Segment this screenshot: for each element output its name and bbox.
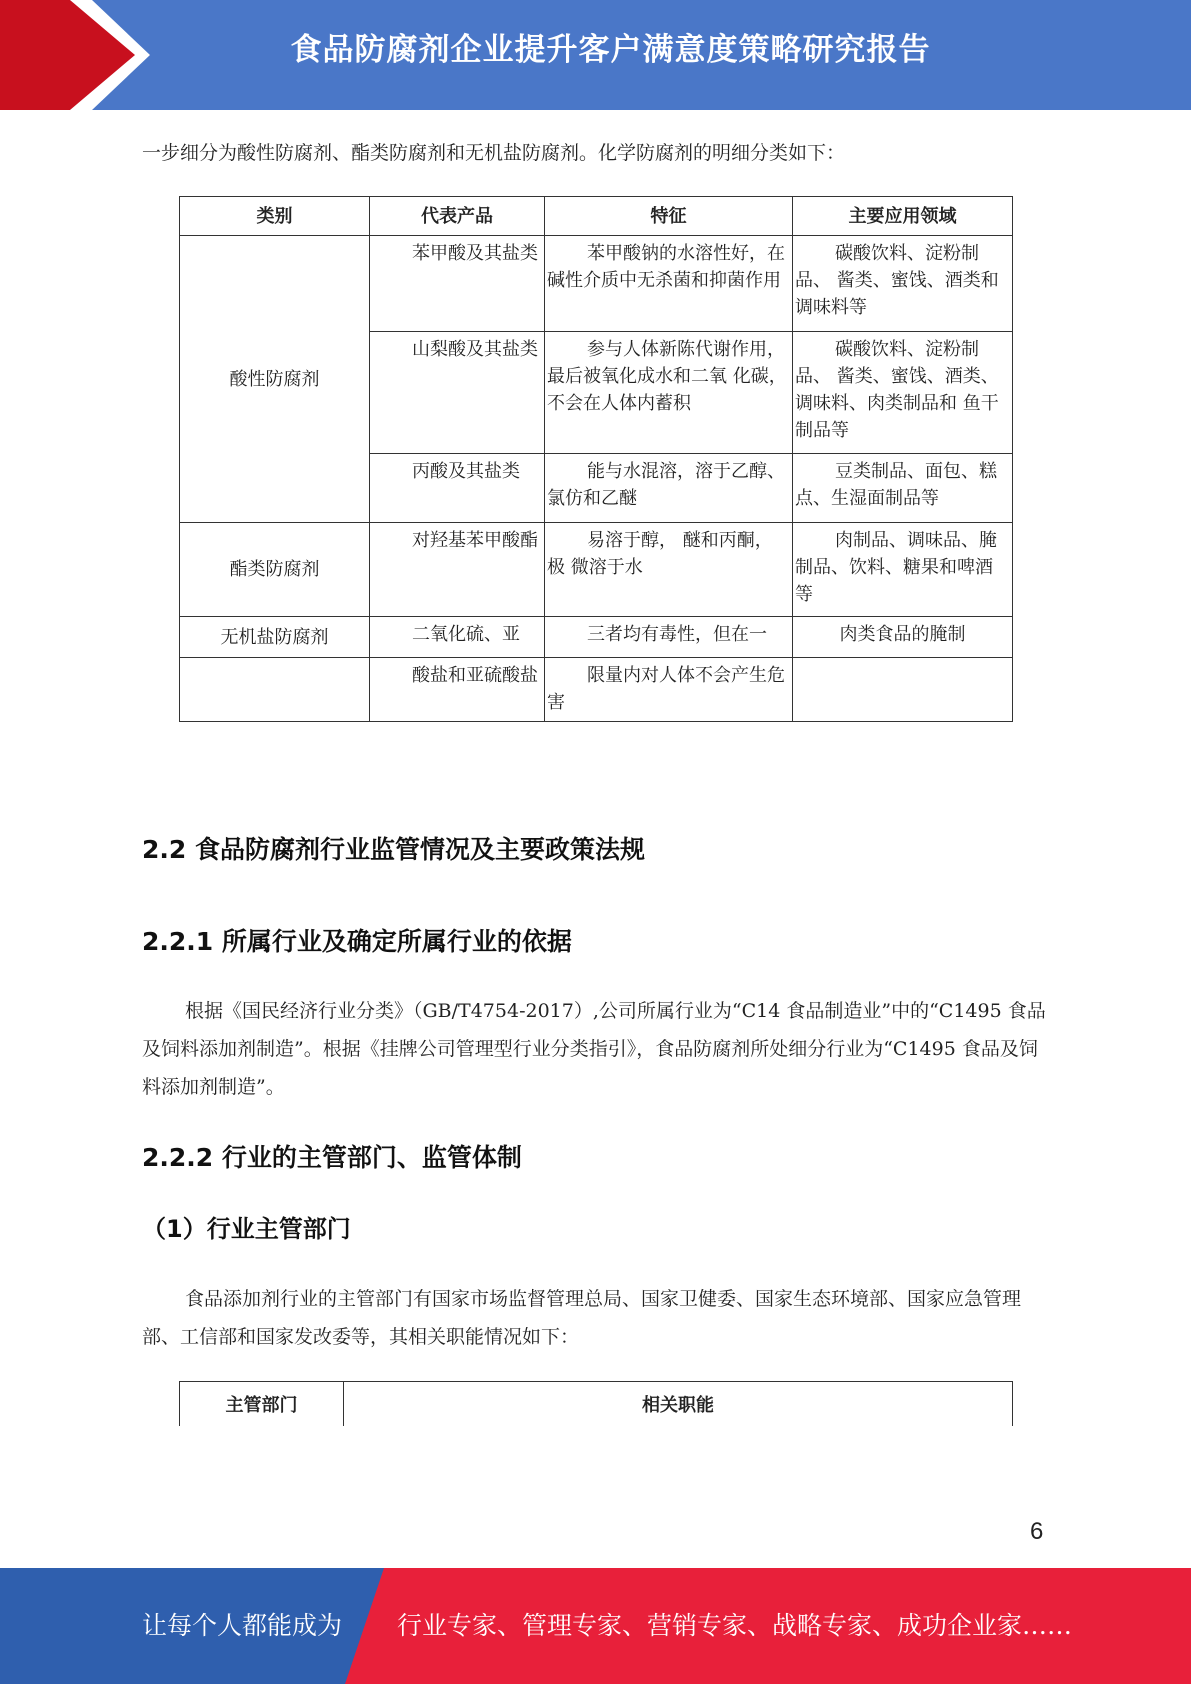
table-row: [180, 523, 1013, 617]
column-header: 代表产品: [370, 197, 545, 236]
page-header: [0, 0, 1191, 110]
table-row: [180, 658, 1013, 722]
section-heading: 2.2 食品防腐剂行业监管情况及主要政策法规: [142, 835, 645, 864]
feature-cell: 易溶于醇， 醚和丙酮，极 微溶于水: [545, 523, 793, 617]
table-row: [180, 617, 1013, 658]
table-row: [180, 236, 1013, 332]
product-cell: 二氧化硫、亚: [370, 617, 545, 658]
product-cell: 苯甲酸及其盐类: [370, 236, 545, 332]
page-footer: [0, 1568, 1191, 1684]
feature-cell: 参与人体新陈代谢作用， 最后被氧化成水和二氧 化碳，不会在人体内蓄积: [545, 332, 793, 454]
category-cell: 无机盐防腐剂: [180, 617, 370, 658]
page-number: 6: [1030, 1518, 1044, 1545]
feature-cell: 能与水混溶，溶于乙醇、氯仿和乙醚: [545, 454, 793, 523]
subsection-heading: 2.2.2 行业的主管部门、监管体制: [142, 1143, 522, 1172]
product-cell: 对羟基苯甲酸酯: [370, 523, 545, 617]
column-header: 主管部门: [180, 1382, 344, 1427]
application-cell: 肉制品、调味品、腌 制品、饮料、糖果和啤酒等: [793, 523, 1013, 617]
column-header: 特征: [545, 197, 793, 236]
feature-cell: 限量内对人体不会产生危害: [545, 658, 793, 722]
application-cell: 肉类食品的腌制: [793, 617, 1013, 658]
feature-cell: 苯甲酸钠的水溶性好，在 碱性介质中无杀菌和抑菌作用: [545, 236, 793, 332]
preservative-classification-table: [179, 196, 1013, 722]
table-header-row: [180, 197, 1013, 236]
category-cell: 酯类防腐剂: [180, 523, 370, 617]
product-cell: 山梨酸及其盐类: [370, 332, 545, 454]
department-paragraph: 食品添加剂行业的主管部门有国家市场监督管理总局、国家卫健委、国家生态环境部、国家应急管理部、工信部和国家发改委等，其相关职能情况如下：: [142, 1288, 1022, 1348]
footer-slogan-left: 让每个人都能成为: [142, 1611, 343, 1640]
application-cell: 豆类制品、面包、糕 点、生湿面制品等: [793, 454, 1013, 523]
feature-cell: 三者均有毒性，但在一: [545, 617, 793, 658]
column-header: 相关职能: [344, 1382, 1013, 1427]
department-table: [179, 1381, 1013, 1426]
intro-paragraph: 一步细分为酸性防腐剂、酯类防腐剂和无机盐防腐剂。化学防腐剂的明细分类如下：: [142, 142, 846, 164]
footer-slogan-right: 行业专家、管理专家、营销专家、战略专家、成功企业家……: [397, 1611, 1073, 1640]
product-cell: 酸盐和亚硫酸盐: [370, 658, 545, 722]
industry-paragraph: 根据《国民经济行业分类》（GB/T4754-2017）,公司所属行业为“C14 食品制造业”中的“C1495 食品及饲料添加剂制造”。根据《挂牌公司管理型行业分类指引》，食品防腐剂所处细分行业为“C1495 食品及饲料添加剂制造”。: [142, 1000, 1046, 1098]
column-header: 类别: [180, 197, 370, 236]
product-cell: 丙酸及其盐类: [370, 454, 545, 523]
category-cell: 酸性防腐剂: [180, 236, 370, 523]
table-header-row: [180, 1382, 1013, 1427]
application-cell: [793, 658, 1013, 722]
subsubsection-heading: （1）行业主管部门: [142, 1215, 351, 1243]
application-cell: 碳酸饮料、淀粉制品、 酱类、蜜饯、酒类和 调味料等: [793, 236, 1013, 332]
application-cell: 碳酸饮料、淀粉制品、 酱类、蜜饯、酒类、 调味料、肉类制品和 鱼干制品等: [793, 332, 1013, 454]
column-header: 主要应用领域: [793, 197, 1013, 236]
report-title: 食品防腐剂企业提升客户满意度策略研究报告: [290, 32, 931, 68]
subsection-heading: 2.2.1 所属行业及确定所属行业的依据: [142, 927, 572, 956]
empty-cell: [180, 658, 370, 722]
